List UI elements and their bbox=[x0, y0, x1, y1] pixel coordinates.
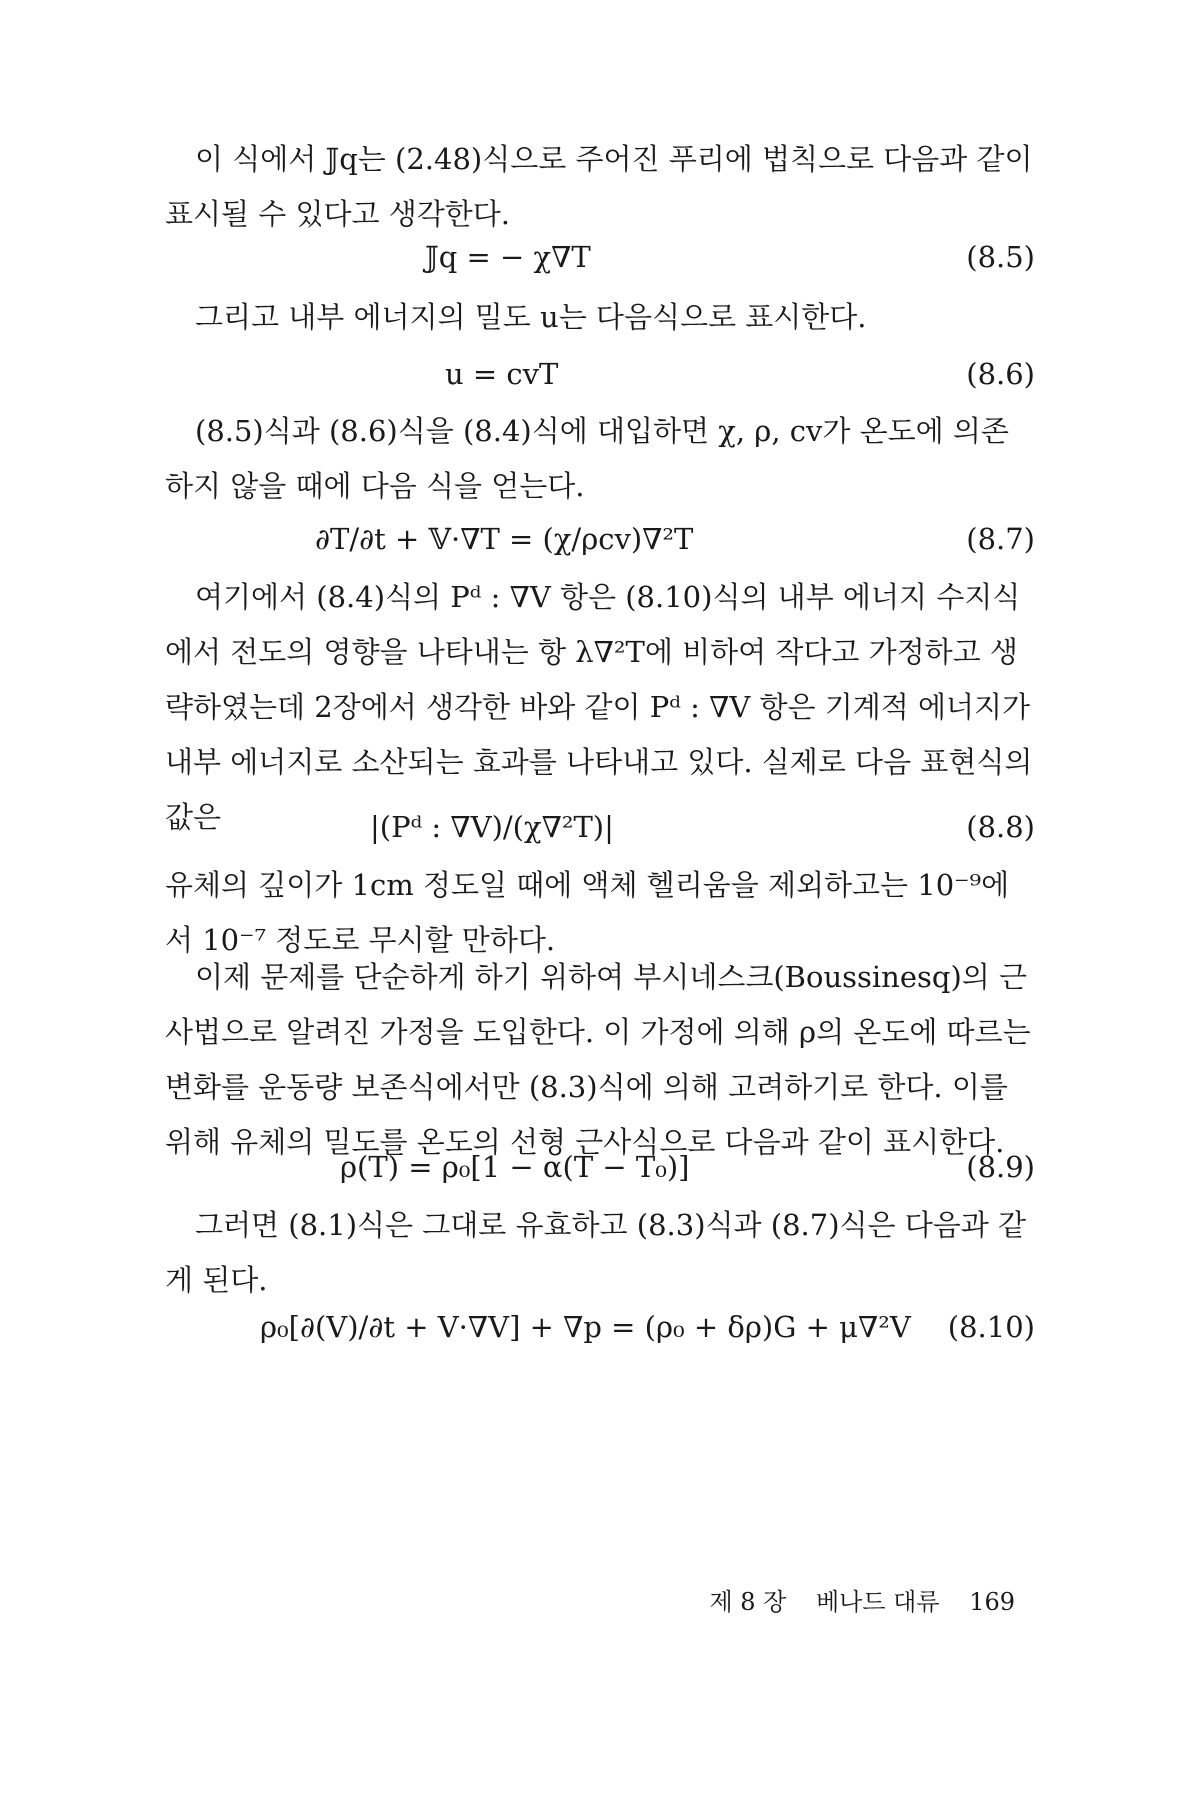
footer-title: 베나드 대류 bbox=[815, 1588, 940, 1616]
equation-8-6-expr: u = cvT bbox=[445, 357, 559, 391]
paragraph-1-text: 이 식에서 𝕁q는 (2.48)식으로 주어진 푸리에 법칙으로 다음과 같이 표시될 수 있다고 생각한다. bbox=[165, 142, 1033, 231]
equation-8-10-number: (8.10) bbox=[947, 1310, 1035, 1344]
paragraph-1 bbox=[165, 132, 1035, 242]
paragraph-2 bbox=[165, 290, 1035, 345]
equation-8-6-number: (8.6) bbox=[966, 357, 1035, 391]
paragraph-3-text: (8.5)식과 (8.6)식을 (8.4)식에 대입하면 χ, ρ, cv가 온도에 의존하지 않을 때에 다음 식을 얻는다. bbox=[165, 414, 1009, 503]
equation-8-7-expr: ∂T/∂t + 𝕍·∇T = (χ/ρcv)∇²T bbox=[315, 522, 694, 556]
equation-8-6 bbox=[165, 347, 1035, 402]
page-footer bbox=[0, 1582, 1015, 1622]
equation-8-9-expr: ρ(T) = ρ₀[1 − α(T − T₀)] bbox=[340, 1150, 690, 1184]
equation-8-8 bbox=[165, 800, 1035, 855]
equation-8-10 bbox=[165, 1300, 1035, 1355]
paragraph-7 bbox=[165, 1198, 1035, 1308]
paragraph-6-text: 이제 문제를 단순하게 하기 위하여 부시네스크(Boussinesq)의 근사법으로 알려진 가정을 도입한다. 이 가정에 의해 ρ의 온도에 따르는 변화를 운동량 보존식에서만 (8.3)식에 의해 고려하기로 한다. 이를 위해 유체의 밀도를 온도의 선형 근사식으로 다음과 같이 표시한다. bbox=[165, 960, 1031, 1159]
equation-8-10-expr: ρ₀[∂(V)/∂t + V·∇V] + ∇p = (ρ₀ + δρ)G + μ∇²V bbox=[260, 1310, 911, 1344]
equation-8-7-number: (8.7) bbox=[966, 522, 1035, 556]
equation-8-5-number: (8.5) bbox=[966, 240, 1035, 274]
equation-8-8-number: (8.8) bbox=[966, 810, 1035, 844]
footer-chapter: 제 8 장 bbox=[709, 1588, 787, 1616]
paragraph-5-text: 유체의 깊이가 1cm 정도일 때에 액체 헬리움을 제외하고는 10⁻⁹에서 10⁻⁷ 정도로 무시할 만하다. bbox=[165, 868, 1010, 957]
paragraph-4-text: 여기에서 (8.4)식의 Pᵈ : ∇V 항은 (8.10)식의 내부 에너지 수지식에서 전도의 영향을 나타내는 항 λ∇²T에 비하여 작다고 가정하고 생략하였는데 2장에서 생각한 바와 같이 Pᵈ : ∇V 항은 기계적 에너지가 내부 에너지로 소산되는 효과를 나타내고 있다. 실제로 다음 표현식의 값은 bbox=[165, 580, 1033, 834]
equation-8-5 bbox=[165, 230, 1035, 285]
equation-8-8-expr: |(Pᵈ : ∇V)/(χ∇²T)| bbox=[370, 810, 614, 844]
paragraph-2-text: 그리고 내부 에너지의 밀도 u는 다음식으로 표시한다. bbox=[195, 300, 867, 334]
equation-8-7 bbox=[165, 512, 1035, 567]
equation-8-9 bbox=[165, 1140, 1035, 1195]
equation-8-9-number: (8.9) bbox=[966, 1150, 1035, 1184]
equation-8-5-expr: 𝕁q = − χ∇T bbox=[425, 240, 591, 274]
page-number: 169 bbox=[969, 1588, 1015, 1616]
paragraph-7-text: 그러면 (8.1)식은 그대로 유효하고 (8.3)식과 (8.7)식은 다음과 같게 된다. bbox=[165, 1208, 1027, 1297]
paragraph-3 bbox=[165, 404, 1035, 514]
paragraph-6 bbox=[165, 950, 1035, 1170]
